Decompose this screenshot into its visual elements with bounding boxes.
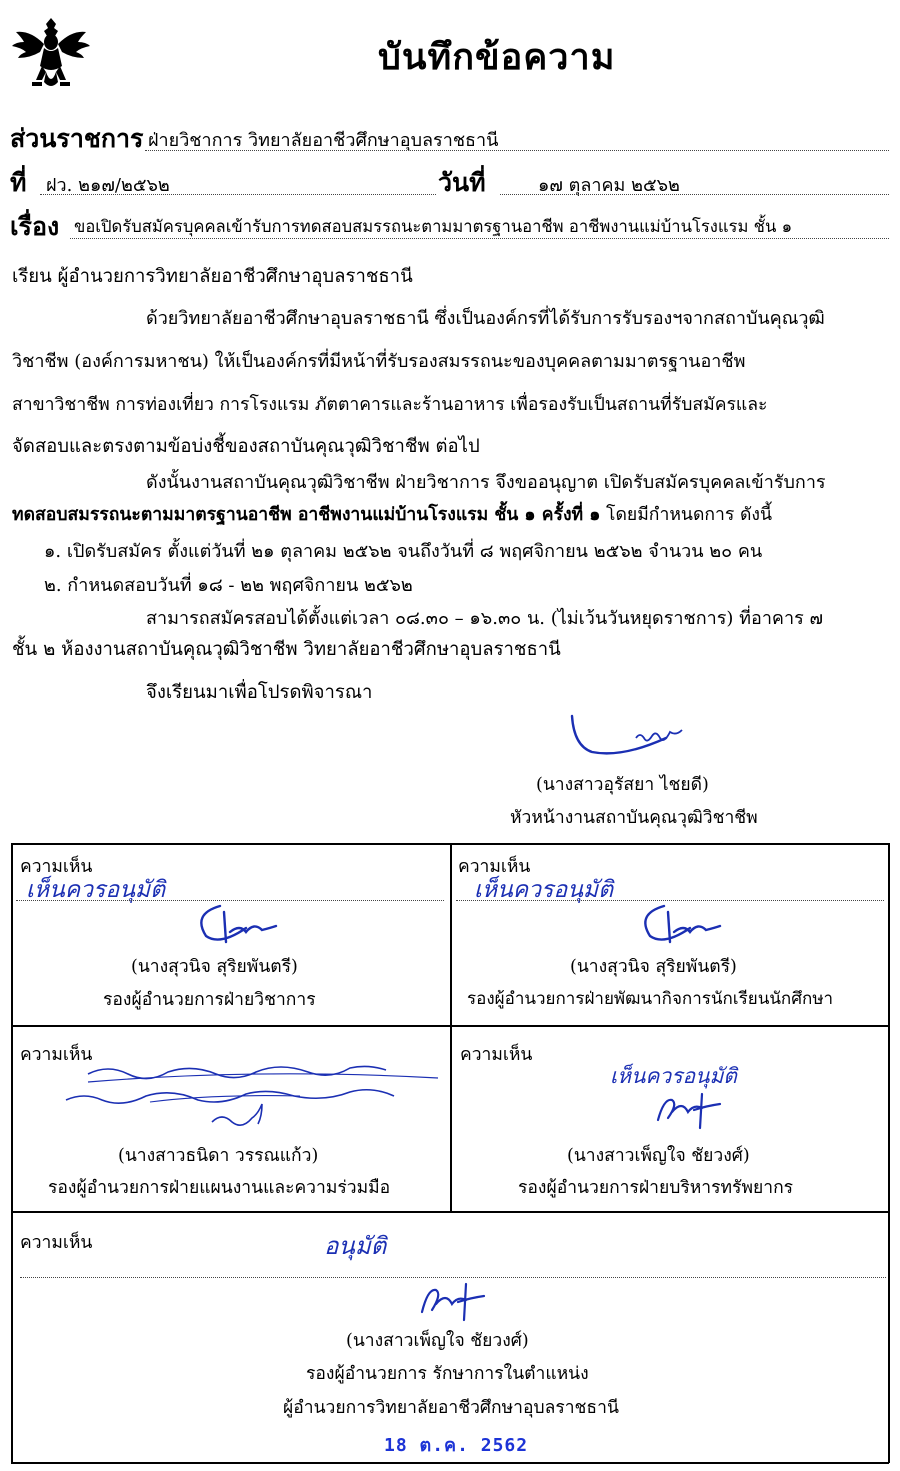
paragraph-2-rest: โดยมีกำหนดการ ดังนี้ bbox=[600, 505, 772, 525]
paragraph-2-line-1: ดังนั้นงานสถาบันคุณวุฒิวิชาชีพ ฝ่ายวิชาการ จึงขออนุญาต เปิดรับสมัครบุคคลเข้ารับการ bbox=[146, 472, 826, 493]
subject-label: เรื่อง bbox=[10, 212, 60, 241]
memo-title: บันทึกข้อความ bbox=[378, 36, 616, 78]
paragraph-1-line-4: จัดสอบและตรงตามข้อบ่งชี้ของสถาบันคุณวุฒิวิชาชีพ ต่อไป bbox=[12, 436, 480, 457]
box1-dotline bbox=[16, 900, 444, 901]
author-name: (นางสาวอุรัสยา ไชยดี) bbox=[536, 775, 709, 795]
garuda-emblem-icon bbox=[10, 14, 92, 96]
box5-position-line-2: ผู้อำนวยการวิทยาลัยอาชีวศึกษาอุบลราชธานี bbox=[283, 1398, 619, 1418]
box2-dotline bbox=[456, 900, 884, 901]
box1-name: (นางสุวนิจ สุริยพันตรี) bbox=[131, 957, 298, 977]
grid-bottom bbox=[11, 1462, 889, 1464]
agency-dotline bbox=[145, 150, 889, 151]
agency-label: ส่วนราชการ bbox=[10, 124, 144, 153]
ref-label: ที่ bbox=[10, 168, 27, 197]
grid-right bbox=[888, 843, 890, 1463]
box4-comment: เห็นควรอนุมัติ bbox=[610, 1064, 737, 1088]
box2-comment: เห็นควรอนุมัติ bbox=[474, 877, 614, 903]
box5-label: ความเห็น bbox=[20, 1233, 93, 1253]
paragraph-1-line-2: วิชาชีพ (องค์การมหาชน) ให้เป็นองค์กรที่มีหน้าที่รับรองสมรรถนะของบุคคลตามมาตรฐานอาชีพ bbox=[12, 351, 746, 372]
paragraph-3-line-1: สามารถสมัครสอบได้ตั้งแต่เวลา ๐๘.๓๐ – ๑๖.๓๐ น. (ไม่เว้นวันหยุดราชการ) ที่อาคาร ๗ bbox=[146, 608, 823, 629]
grid-middle bbox=[450, 843, 452, 1212]
box2-signature bbox=[624, 902, 724, 952]
box1-position: รองผู้อำนวยการฝ่ายวิชาการ bbox=[103, 990, 316, 1010]
box3-position: รองผู้อำนวยการฝ่ายแผนงานและความร่วมมือ bbox=[48, 1178, 391, 1198]
salutation: เรียน ผู้อำนวยการวิทยาลัยอาชีวศึกษาอุบลราชธานี bbox=[12, 266, 413, 287]
author-position: หัวหน้างานสถาบันคุณวุฒิวิชาชีพ bbox=[510, 808, 758, 828]
list-item-1: ๑. เปิดรับสมัคร ตั้งแต่วันที่ ๒๑ ตุลาคม ๒๕๖๒ จนถึงวันที่ ๘ พฤศจิกายน ๒๕๖๒ จำนวน ๒๐ คน bbox=[44, 541, 763, 562]
box5-signature bbox=[414, 1280, 494, 1324]
received-date-stamp: 18 ต.ค. 2562 bbox=[384, 1435, 529, 1456]
box1-label: ความเห็น bbox=[20, 857, 93, 877]
subject-value: ขอเปิดรับสมัครบุคคลเข้ารับการทดสอบสมรรถนะตามมาตรฐานอาชีพ อาชีพงานแม่บ้านโรงแรม ชั้น ๑ bbox=[74, 217, 793, 236]
box5-name: (นางสาวเพ็ญใจ ชัยวงศ์) bbox=[346, 1331, 529, 1351]
box4-name: (นางสาวเพ็ญใจ ชัยวงศ์) bbox=[567, 1146, 750, 1166]
box5-position-line-1: รองผู้อำนวยการ รักษาการในตำแหน่ง bbox=[306, 1364, 589, 1384]
ref-value: ฝว. ๒๑๗/๒๕๖๒ bbox=[46, 175, 170, 196]
box3-label: ความเห็น bbox=[20, 1045, 93, 1065]
grid-left bbox=[11, 843, 13, 1463]
box2-label: ความเห็น bbox=[458, 857, 531, 877]
box4-position: รองผู้อำนวยการฝ่ายบริหารทรัพยากร bbox=[518, 1178, 794, 1198]
date-value: ๑๗ ตุลาคม ๒๕๖๒ bbox=[538, 175, 680, 196]
box5-comment: อนุมัติ bbox=[324, 1232, 387, 1260]
box5-dotline bbox=[20, 1277, 886, 1278]
box4-signature bbox=[650, 1090, 730, 1130]
date-label: วันที่ bbox=[438, 168, 486, 197]
box3-handwritten-comment bbox=[60, 1058, 450, 1138]
paragraph-1-line-1: ด้วยวิทยาลัยอาชีวศึกษาอุบลราชธานี ซึ่งเป็นองค์กรที่ได้รับการรับรองฯจากสถาบันคุณวุฒิ bbox=[146, 308, 825, 329]
subject-dotline bbox=[70, 238, 889, 239]
author-signature bbox=[566, 708, 706, 768]
ref-dotline bbox=[40, 194, 436, 195]
box3-name: (นางสาวธนิดา วรรณแก้ว) bbox=[118, 1146, 319, 1166]
list-item-2: ๒. กำหนดสอบวันที่ ๑๘ - ๒๒ พฤศจิกายน ๒๕๖๒ bbox=[44, 575, 413, 596]
box1-signature bbox=[180, 902, 280, 952]
box4-label: ความเห็น bbox=[460, 1045, 533, 1065]
paragraph-3-line-2: ชั้น ๒ ห้องงานสถาบันคุณวุฒิวิชาชีพ วิทยาลัยอาชีวศึกษาอุบลราชธานี bbox=[12, 639, 561, 660]
paragraph-2-bold: ทดสอบสมรรถนะตามมาตรฐานอาชีพ อาชีพงานแม่บ้านโรงแรม ชั้น ๑ ครั้งที่ ๑ bbox=[12, 504, 601, 525]
box2-name: (นางสุวนิจ สุริยพันตรี) bbox=[570, 957, 737, 977]
box2-position: รองผู้อำนวยการฝ่ายพัฒนากิจการนักเรียนนักศึกษา bbox=[467, 989, 834, 1009]
box1-comment: เห็นควรอนุมัติ bbox=[26, 877, 166, 903]
closing-text: จึงเรียนมาเพื่อโปรดพิจารณา bbox=[146, 682, 373, 703]
paragraph-1-line-3: สาขาวิชาชีพ การท่องเที่ยว การโรงแรม ภัตตาคารและร้านอาหาร เพื่อรองรับเป็นสถานที่รับสมัครและ bbox=[12, 395, 768, 415]
agency-value: ฝ่ายวิชาการ วิทยาลัยอาชีวศึกษาอุบลราชธานี bbox=[148, 130, 499, 151]
paragraph-2-line-2 bbox=[12, 500, 772, 528]
date-dotline bbox=[500, 194, 889, 195]
